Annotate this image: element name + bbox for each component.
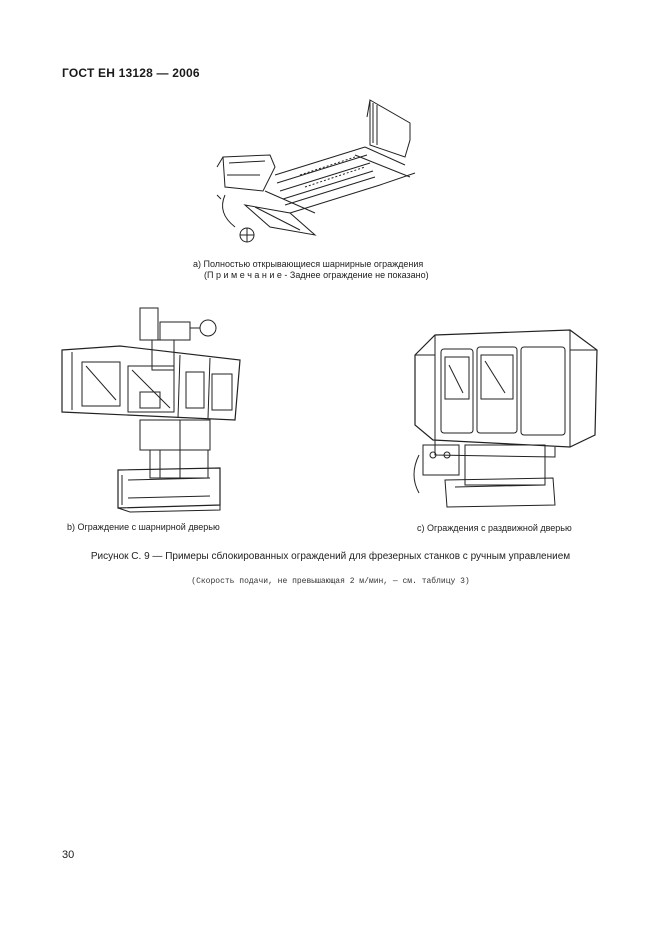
figure-note: (Скорость подачи, не превышающая 2 м/мин, — см. таблицу 3): [191, 577, 470, 586]
figure-a-caption: а) Полностью открывающиеся шарнирные ограждения: [193, 259, 424, 269]
figure-b-caption: b) Ограждение с шарнирной дверью: [67, 522, 220, 532]
document-header: ГОСТ ЕН 13128 — 2006: [62, 66, 200, 80]
page-number: 30: [62, 849, 75, 861]
figure-b-drawing: [60, 300, 250, 515]
figure-c-drawing: [405, 325, 605, 510]
figure-a-drawing: [205, 95, 425, 245]
figure-a-note: (П р и м е ч а н и е - Заднее ограждение не показано): [204, 270, 429, 280]
figure-c-caption: c) Ограждения с раздвижной дверью: [417, 523, 572, 533]
figure-caption: Рисунок С. 9 — Примеры сблокированных ограждений для фрезерных станков с ручным управлением: [90, 551, 571, 562]
